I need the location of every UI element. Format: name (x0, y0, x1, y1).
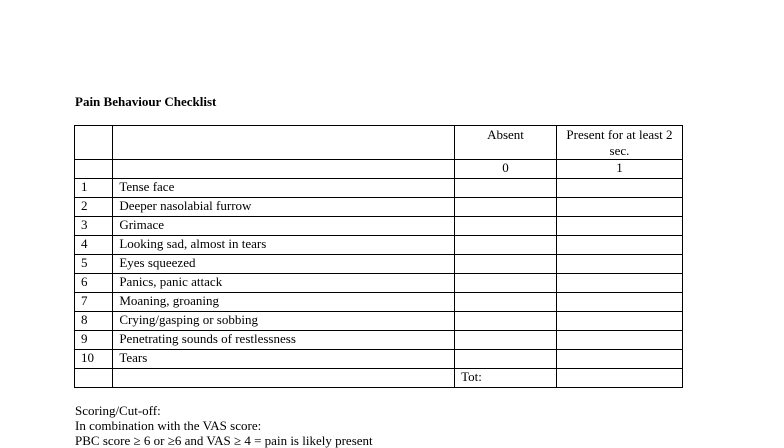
score-values-row (75, 160, 683, 179)
row-number: 5 (75, 255, 113, 274)
row-present-cell (556, 217, 682, 236)
row-present-cell (556, 312, 682, 331)
row-absent-cell (455, 312, 557, 331)
table-row (75, 312, 683, 331)
scoring-heading: Scoring/Cut-off: (75, 403, 161, 418)
row-item: Penetrating sounds of restlessness (113, 331, 455, 350)
header-item-cell (113, 126, 455, 160)
table-row (75, 293, 683, 312)
row-absent-cell (455, 350, 557, 369)
scoring-notes (75, 403, 373, 448)
row-item: Panics, panic attack (113, 274, 455, 293)
total-num-cell (75, 369, 113, 388)
table-row (75, 179, 683, 198)
total-label: Tot: (455, 369, 557, 388)
row-present-cell (556, 255, 682, 274)
row-absent-cell (455, 236, 557, 255)
row-absent-cell (455, 255, 557, 274)
row-item: Deeper nasolabial furrow (113, 198, 455, 217)
row-absent-cell (455, 217, 557, 236)
row-absent-cell (455, 198, 557, 217)
row-number: 9 (75, 331, 113, 350)
header-absent: Absent (455, 126, 557, 160)
row-present-cell (556, 274, 682, 293)
row-item: Eyes squeezed (113, 255, 455, 274)
table-row (75, 331, 683, 350)
header-present: Present for at least 2 sec. (556, 126, 682, 160)
row-present-cell (556, 198, 682, 217)
scoring-cutoff-rule: PBC score ≥ 6 or ≥6 and VAS ≥ 4 = pain is likely present (75, 433, 373, 448)
row-item: Moaning, groaning (113, 293, 455, 312)
table-row (75, 255, 683, 274)
absent-score: 0 (455, 160, 557, 179)
row-number: 4 (75, 236, 113, 255)
table-row (75, 236, 683, 255)
row-item: Grimace (113, 217, 455, 236)
table-row (75, 350, 683, 369)
values-num-cell (75, 160, 113, 179)
pain-behaviour-table (74, 125, 683, 388)
table-row (75, 274, 683, 293)
checklist-title: Pain Behaviour Checklist (75, 94, 217, 109)
row-absent-cell (455, 331, 557, 350)
row-present-cell (556, 331, 682, 350)
row-absent-cell (455, 179, 557, 198)
table-row (75, 217, 683, 236)
total-row (75, 369, 683, 388)
row-number: 3 (75, 217, 113, 236)
values-item-cell (113, 160, 455, 179)
row-item: Looking sad, almost in tears (113, 236, 455, 255)
row-absent-cell (455, 274, 557, 293)
table-row (75, 198, 683, 217)
header-num-cell (75, 126, 113, 160)
row-absent-cell (455, 293, 557, 312)
row-number: 6 (75, 274, 113, 293)
row-number: 2 (75, 198, 113, 217)
row-item: Tears (113, 350, 455, 369)
table-header-row (75, 126, 683, 160)
row-present-cell (556, 293, 682, 312)
row-number: 8 (75, 312, 113, 331)
row-present-cell (556, 236, 682, 255)
total-present-cell (556, 369, 682, 388)
row-item: Tense face (113, 179, 455, 198)
row-number: 7 (75, 293, 113, 312)
row-item: Crying/gasping or sobbing (113, 312, 455, 331)
row-present-cell (556, 350, 682, 369)
scoring-vas-note: In combination with the VAS score: (75, 418, 262, 433)
total-item-cell (113, 369, 455, 388)
row-present-cell (556, 179, 682, 198)
present-score: 1 (556, 160, 682, 179)
row-number: 10 (75, 350, 113, 369)
row-number: 1 (75, 179, 113, 198)
